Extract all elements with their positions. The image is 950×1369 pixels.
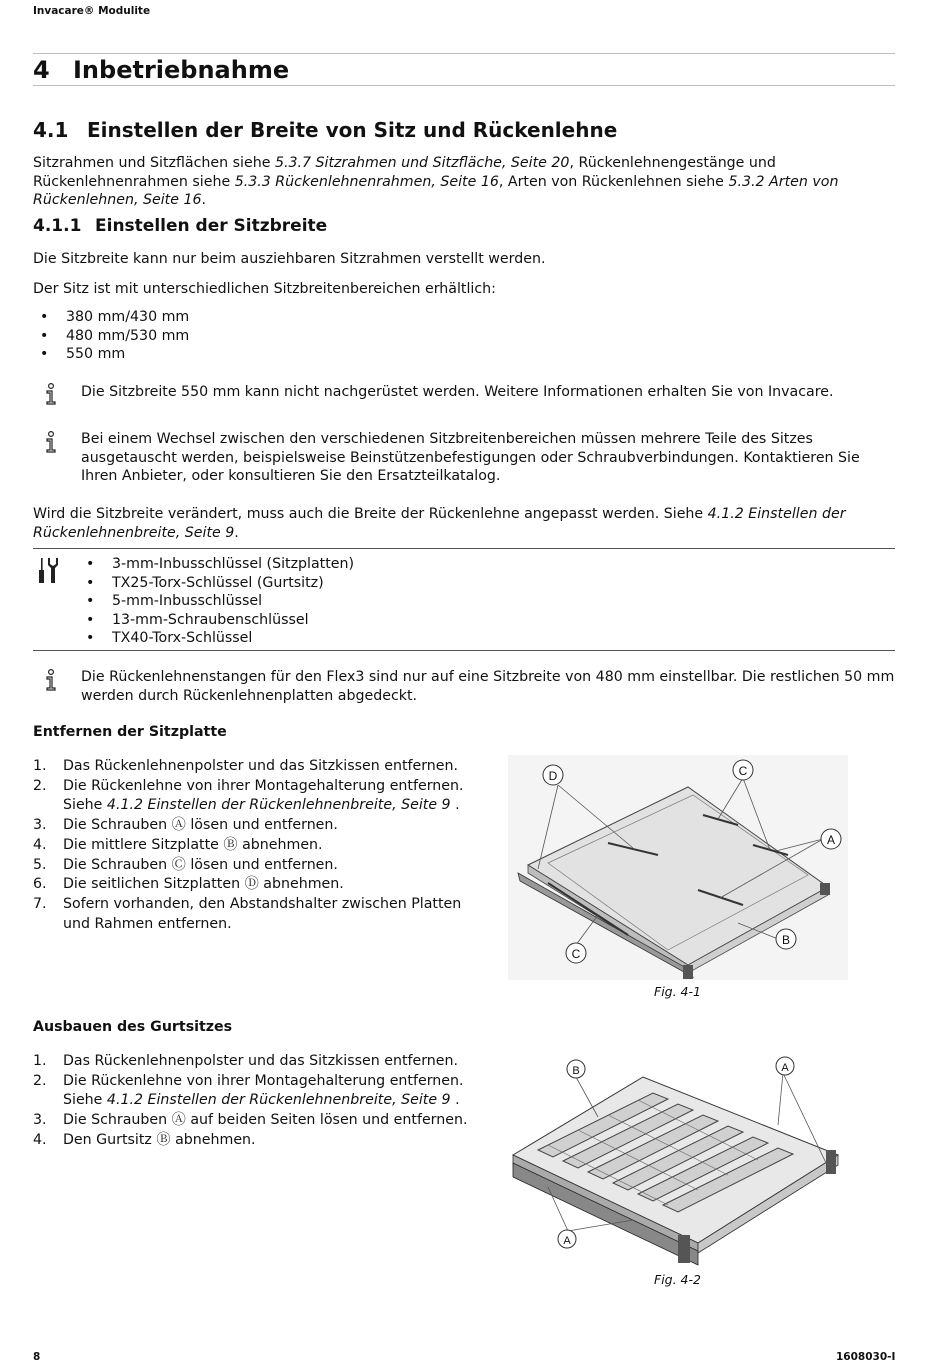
list-item: 7. Sofern vorhanden, den Abstandshalter zwischen Platten und Rahmen entfernen. [33, 895, 462, 932]
note-1: Die Sitzbreite 550 mm kann nicht nachgerüstet werden. Weitere Informationen erhalten Sie von Invacare. [81, 384, 834, 400]
fig1-label-d: D [548, 769, 558, 783]
subsection-title: Einstellen der Sitzbreite [95, 216, 328, 236]
chapter-title: Inbetriebnahme [73, 56, 290, 84]
remove-belt-steps [33, 1052, 473, 1151]
remove-plate-heading: Entfernen der Sitzplatte [33, 724, 227, 740]
remove-belt-heading: Ausbauen des Gurtsitzes [33, 1019, 233, 1035]
list-item: 6. Die seitlichen Sitzplatten Ⓓ abnehmen. [33, 876, 344, 893]
chapter-number: 4 [33, 56, 50, 84]
fig2-label-b: B [572, 1065, 580, 1077]
chapter-heading [33, 56, 289, 84]
note-3: Die Rückenlehnenstangen für den Flex3 sind nur auf eine Sitzbreite von 480 mm einstellbar. Die restlichen 50 mm werden durch Rückenlehnenplatten abgedeckt. [81, 669, 895, 704]
paragraph-1: Die Sitzbreite kann nur beim ausziehbaren Sitzrahmen verstellt werden. [33, 251, 546, 267]
intro-ref-1[interactable]: 5.3.7 Sitzrahmen und Sitzfläche, Seite 20 [274, 155, 570, 171]
list-item: 2. Die Rückenlehne von ihrer Montagehalterung entfernen. Siehe 4.1.2 Einstellen der Rückenlehnenbreite, Seite 9 . [33, 777, 464, 814]
fig2-label-a-bottom: A [563, 1235, 571, 1247]
fig1-label-b: B [781, 933, 791, 947]
list-item: 5. Die Schrauben Ⓒ lösen und entfernen. [33, 856, 338, 873]
paragraph-3 [33, 505, 898, 542]
belt-seat-figure [508, 1055, 848, 1267]
fig2-label-a-top: A [781, 1062, 789, 1074]
document-number: 1608030-I [836, 1351, 896, 1363]
section-number: 4.1 [33, 118, 69, 142]
info-icon [40, 668, 62, 692]
list-item: • 480 mm/530 mm [33, 327, 189, 346]
list-item: 1. Das Rückenlehnenpolster und das Sitzkissen entfernen. [33, 1053, 459, 1069]
intro-text-1: Sitzrahmen und Sitzflächen siehe [33, 155, 275, 171]
note-2: Bei einem Wechsel zwischen den verschiedenen Sitzbreitenbereichen müssen mehrere Teile des Sitzes ausgetauscht werden, beispielsweise Beinstützenbefestigungen oder Schraubverbindungen. Kontaktieren Sie Ihren Anbieter, oder konsultieren Sie den Ersatzteilkatalog. [81, 431, 860, 484]
list-item: • TX40-Torx-Schlüssel [79, 629, 354, 648]
figure-2-caption: Fig. 4-2 [654, 1272, 701, 1287]
figure-1-caption: Fig. 4-1 [654, 984, 701, 999]
para3-text-2: . [234, 524, 239, 541]
list-item: 3. Die Schrauben Ⓐ lösen und entfernen. [33, 817, 338, 834]
list-item: 4. Den Gurtsitz Ⓑ abnehmen. [33, 1131, 256, 1148]
running-header: Invacare® Modulite [33, 5, 151, 17]
fig1-label-c-top: C [738, 764, 748, 778]
list-item: 2. Die Rückenlehne von ihrer Montagehalterung entfernen. Siehe 4.1.2 Einstellen der Rückenlehnenbreite, Seite 9 . [33, 1072, 464, 1109]
page-number: 8 [33, 1351, 41, 1363]
width-list [33, 308, 189, 364]
list-item: • 5-mm-Inbusschlüssel [79, 592, 354, 611]
intro-ref-3[interactable]: 5.3.2 Arten von Rückenlehnen, Seite 16 [33, 173, 839, 208]
list-item: • 380 mm/430 mm [33, 308, 189, 327]
fig1-label-a: A [826, 833, 836, 847]
info-icon [40, 382, 62, 406]
chapter-rule [33, 85, 895, 86]
list-item: 3. Die Schrauben Ⓐ auf beiden Seiten lösen und entfernen. [33, 1112, 468, 1129]
info-icon [40, 430, 62, 454]
list-item: • TX25-Torx-Schlüssel (Gurtsitz) [79, 574, 354, 593]
fig1-label-c-bottom: C [571, 947, 581, 961]
tools-icon [37, 556, 61, 584]
step-ref[interactable]: 4.1.2 Einstellen der Rückenlehnenbreite, Seite 9 [106, 1092, 451, 1109]
section-title: Einstellen der Breite von Sitz und Rückenlehne [87, 118, 618, 142]
list-item: • 3-mm-Inbusschlüssel (Sitzplatten) [79, 555, 354, 574]
list-item: 1. Das Rückenlehnenpolster und das Sitzkissen entfernen. [33, 758, 459, 774]
intro-text-3: , Arten von Rückenlehnen siehe [498, 173, 729, 190]
para3-ref[interactable]: 4.1.2 Einstellen der Rückenlehnenbreite, Seite 9 [33, 506, 846, 541]
intro-text-2: , Rückenlehnengestänge und Rückenlehnenrahmen siehe [33, 155, 776, 190]
step-ref[interactable]: 4.1.2 Einstellen der Rückenlehnenbreite, Seite 9 [106, 797, 451, 814]
tools-rule-bottom [33, 650, 895, 651]
seat-plate-figure [508, 755, 848, 980]
tools-rule-top [33, 548, 895, 549]
list-item: • 13-mm-Schraubenschlüssel [79, 611, 354, 630]
section-heading [33, 118, 617, 142]
subsection-heading [33, 216, 327, 236]
subsection-number: 4.1.1 [33, 216, 82, 236]
para3-text-1: Wird die Sitzbreite verändert, muss auch die Breite der Rückenlehne angepasst werden. Siehe [33, 506, 708, 522]
intro-paragraph [33, 154, 898, 210]
header-rule [33, 53, 895, 54]
intro-ref-2[interactable]: 5.3.3 Rückenlehnenrahmen, Seite 16 [234, 173, 499, 190]
list-item: • 550 mm [33, 345, 189, 364]
tools-list [79, 555, 354, 648]
paragraph-2: Der Sitz ist mit unterschiedlichen Sitzbreitenbereichen erhältlich: [33, 281, 496, 297]
intro-text-4: . [201, 192, 207, 208]
remove-plate-steps [33, 757, 473, 934]
list-item: 4. Die mittlere Sitzplatte Ⓑ abnehmen. [33, 836, 323, 853]
